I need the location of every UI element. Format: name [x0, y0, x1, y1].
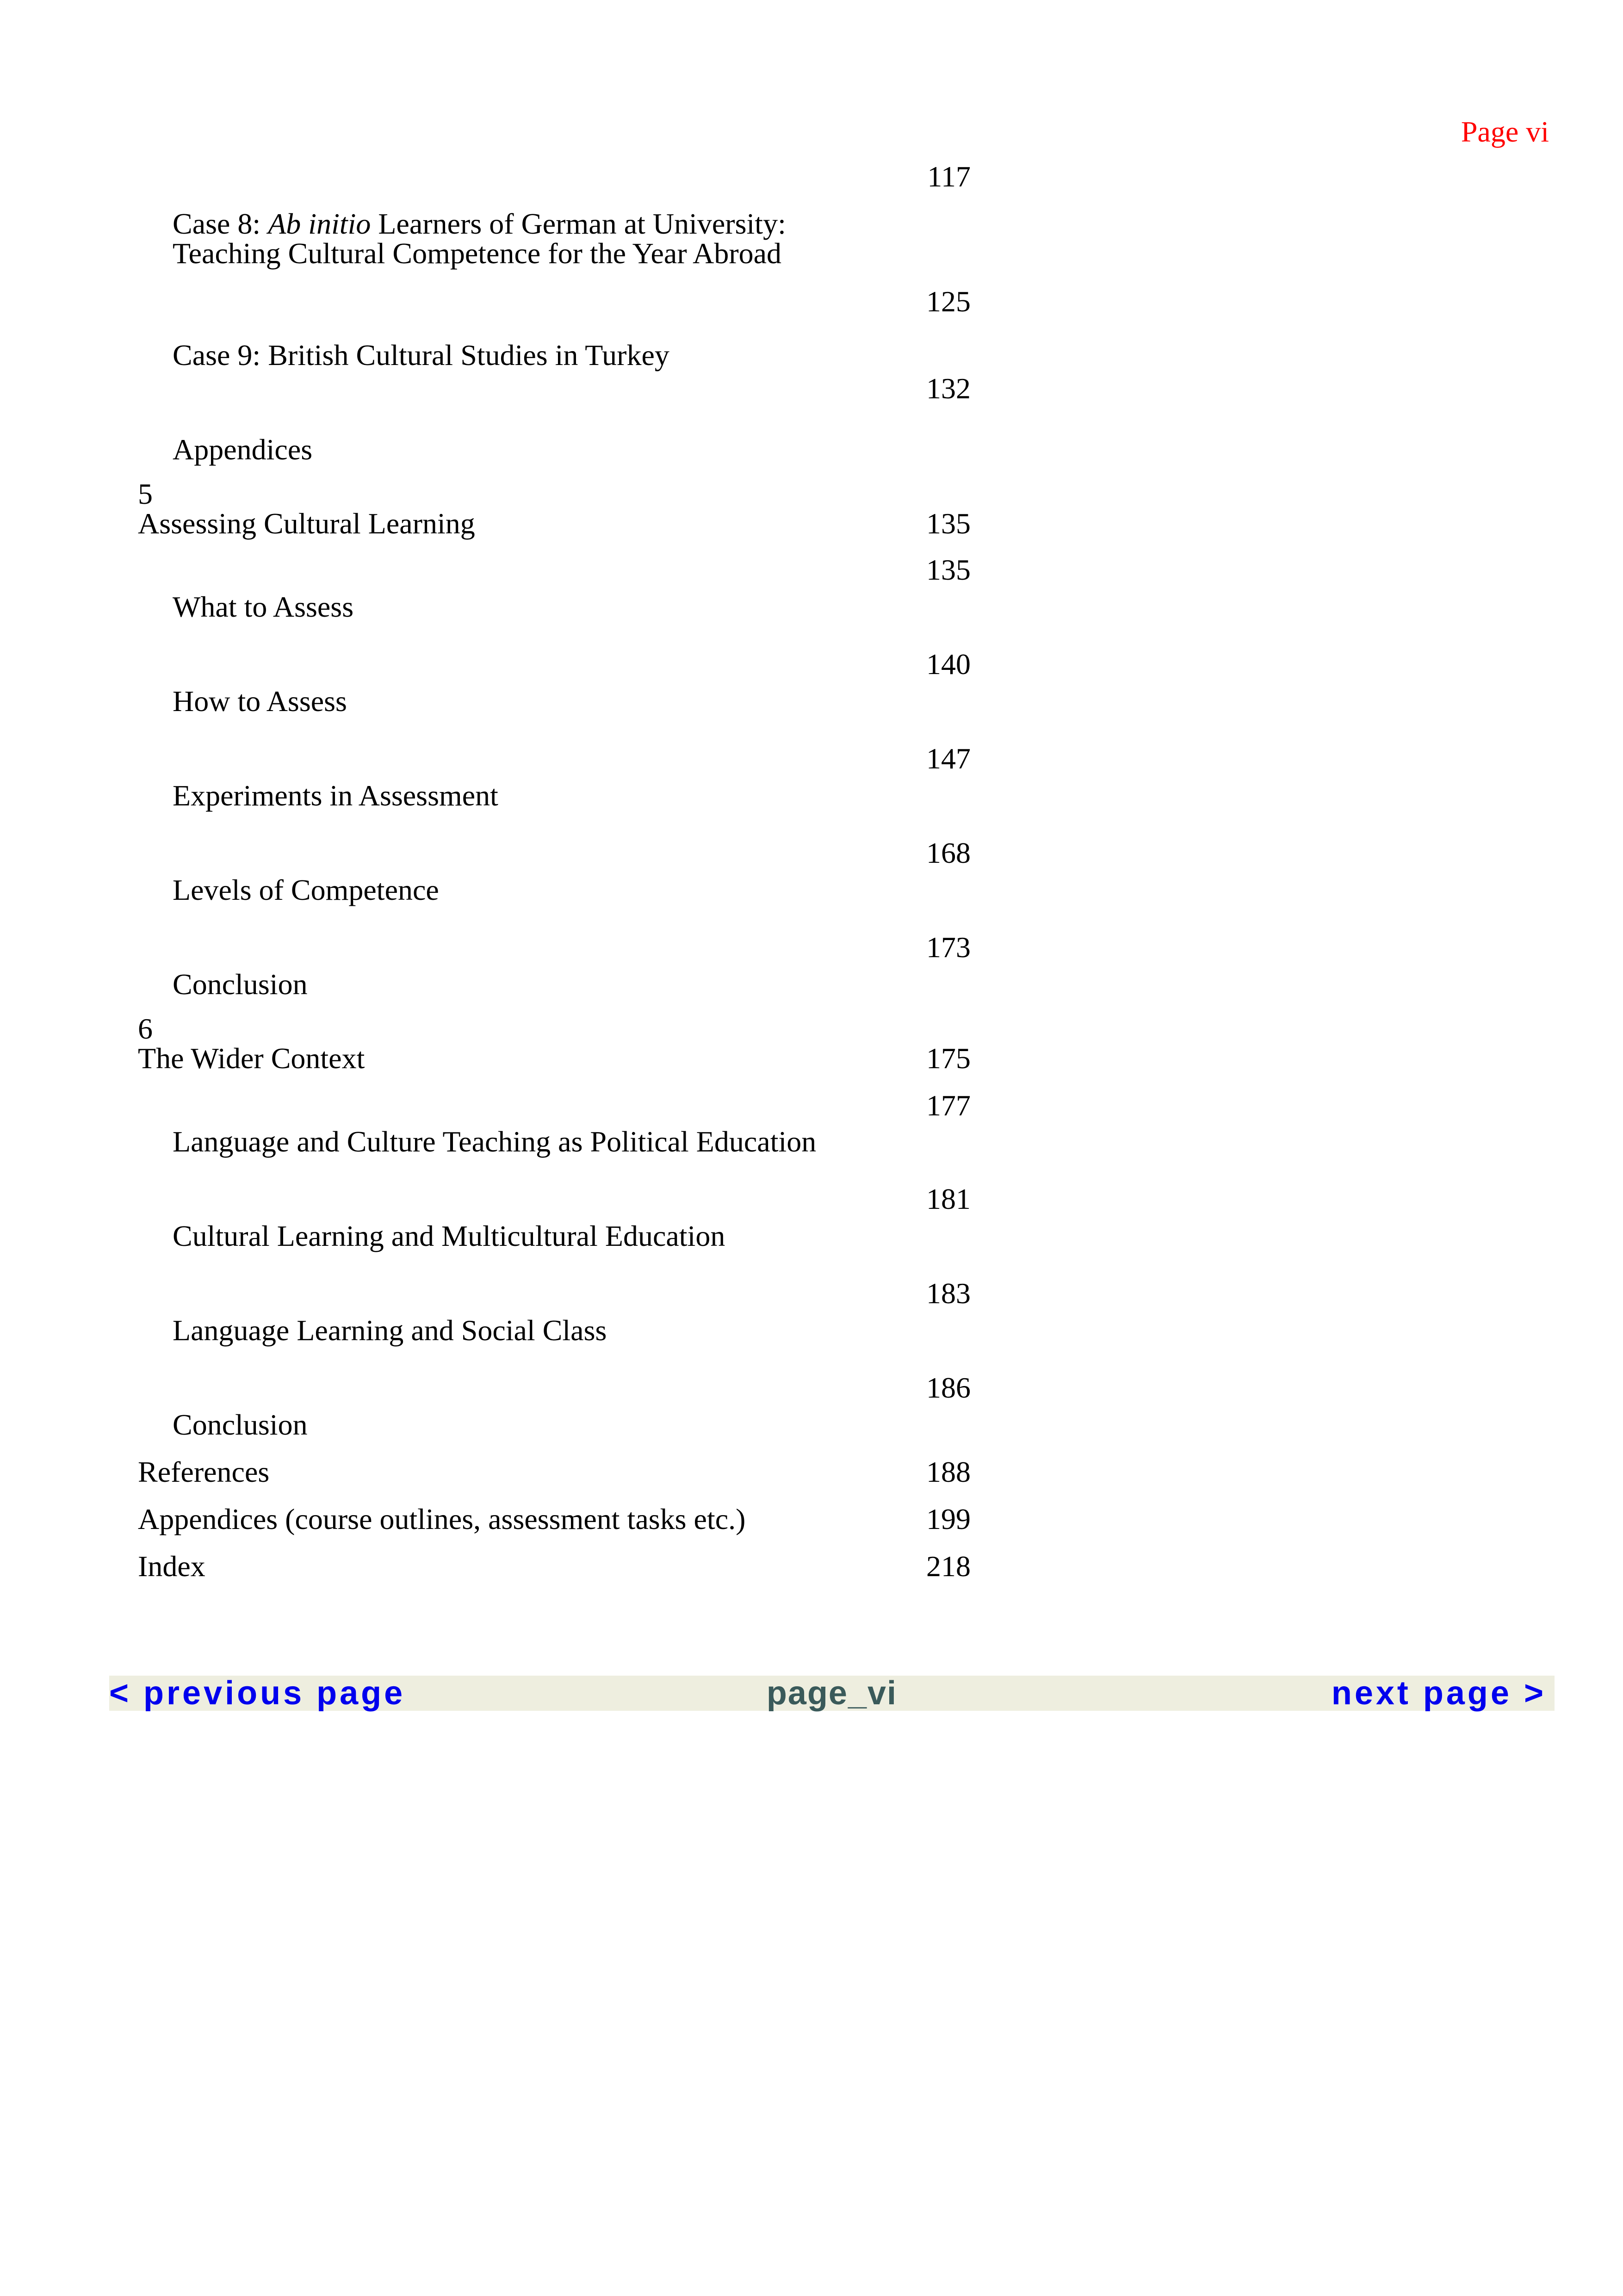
toc-entry-what-to-assess: What to Assess — [173, 590, 354, 623]
toc-page-number-row — [138, 742, 994, 812]
toc-page-number-row — [138, 372, 994, 466]
page-navigation-bar — [109, 1676, 1555, 1711]
toc-page-number: 147 — [926, 742, 971, 775]
toc-page-number: 135 — [926, 507, 971, 540]
toc-page-number: 181 — [926, 1182, 971, 1215]
page-marker: Page vi — [1461, 115, 1549, 148]
toc-page-number: 135 — [926, 553, 971, 586]
toc-page-number-row — [138, 1090, 994, 1127]
toc-entry-multicultural-education: Cultural Learning and Multicultural Education — [173, 1219, 725, 1252]
toc-italic-term: Ab initio — [268, 207, 371, 240]
toc-entry-case-8: Case 8: Ab initio Learners of German at University: Teaching Cultural Competence for the Year Abroad — [173, 207, 786, 270]
toc-page-number: 132 — [926, 372, 971, 405]
toc-chapter-row — [138, 509, 994, 538]
toc-page-number: 117 — [927, 160, 971, 193]
toc-page-number-row — [138, 160, 994, 209]
toc-entry-social-class: Language Learning and Social Class — [173, 1314, 607, 1347]
toc-page-number-row — [138, 285, 994, 340]
toc-page-number: 186 — [926, 1371, 971, 1404]
toc-page-number-row — [138, 931, 994, 1001]
toc-entry-experiments: Experiments in Assessment — [173, 779, 498, 812]
toc-entry-levels: Levels of Competence — [173, 873, 439, 906]
toc-page-number: 173 — [926, 931, 971, 964]
chapter-title: Assessing Cultural Learning — [138, 507, 475, 540]
chapter-number: 5 — [138, 477, 153, 510]
previous-page-link[interactable]: < previous page — [109, 1675, 406, 1712]
toc-chapter-row — [138, 1044, 994, 1073]
toc-entry-appendices-full: Appendices (course outlines, assessment tasks etc.) — [138, 1503, 746, 1535]
toc-page-number: 177 — [926, 1089, 971, 1122]
toc-row-index — [138, 1552, 994, 1581]
toc-entry-political-education: Language and Culture Teaching as Political Education — [173, 1125, 817, 1158]
toc-row-references — [138, 1457, 994, 1487]
toc-entry-case-9: Case 9: British Cultural Studies in Turkey — [173, 339, 669, 371]
toc-page-number-row — [138, 1182, 994, 1252]
toc-entry-references: References — [138, 1455, 270, 1488]
toc-page-number: 168 — [926, 836, 971, 869]
toc-page-number: 199 — [926, 1503, 971, 1535]
toc-entry-conclusion: Conclusion — [173, 1408, 308, 1441]
toc-page-number-row — [138, 836, 994, 906]
toc-page-number-row — [138, 1277, 994, 1347]
toc-page-number-row — [138, 555, 994, 592]
toc-page-number-row — [138, 1371, 994, 1441]
toc-entry-case-8-line2: Teaching Cultural Competence for the Year Abroad — [173, 237, 782, 270]
toc-page-number: 188 — [926, 1455, 971, 1488]
table-of-contents — [138, 160, 994, 1581]
toc-page-number-row — [138, 648, 994, 718]
toc-page-number: 140 — [926, 648, 971, 681]
toc-page-number: 218 — [926, 1550, 971, 1583]
toc-entry-index: Index — [138, 1550, 205, 1583]
toc-entry-how-to-assess: How to Assess — [173, 685, 347, 718]
chapter-title: The Wider Context — [138, 1042, 365, 1075]
toc-entry-appendices: Appendices — [173, 433, 313, 466]
toc-row-appendices — [138, 1504, 994, 1534]
toc-page-number: 183 — [926, 1277, 971, 1310]
next-page-link[interactable]: next page > — [1331, 1675, 1546, 1712]
chapter-number: 6 — [138, 1012, 153, 1045]
toc-page-number: 125 — [926, 285, 971, 318]
toc-page-number: 175 — [926, 1042, 971, 1075]
current-page-label: page_vi — [766, 1675, 898, 1712]
toc-entry-conclusion: Conclusion — [173, 968, 308, 1001]
